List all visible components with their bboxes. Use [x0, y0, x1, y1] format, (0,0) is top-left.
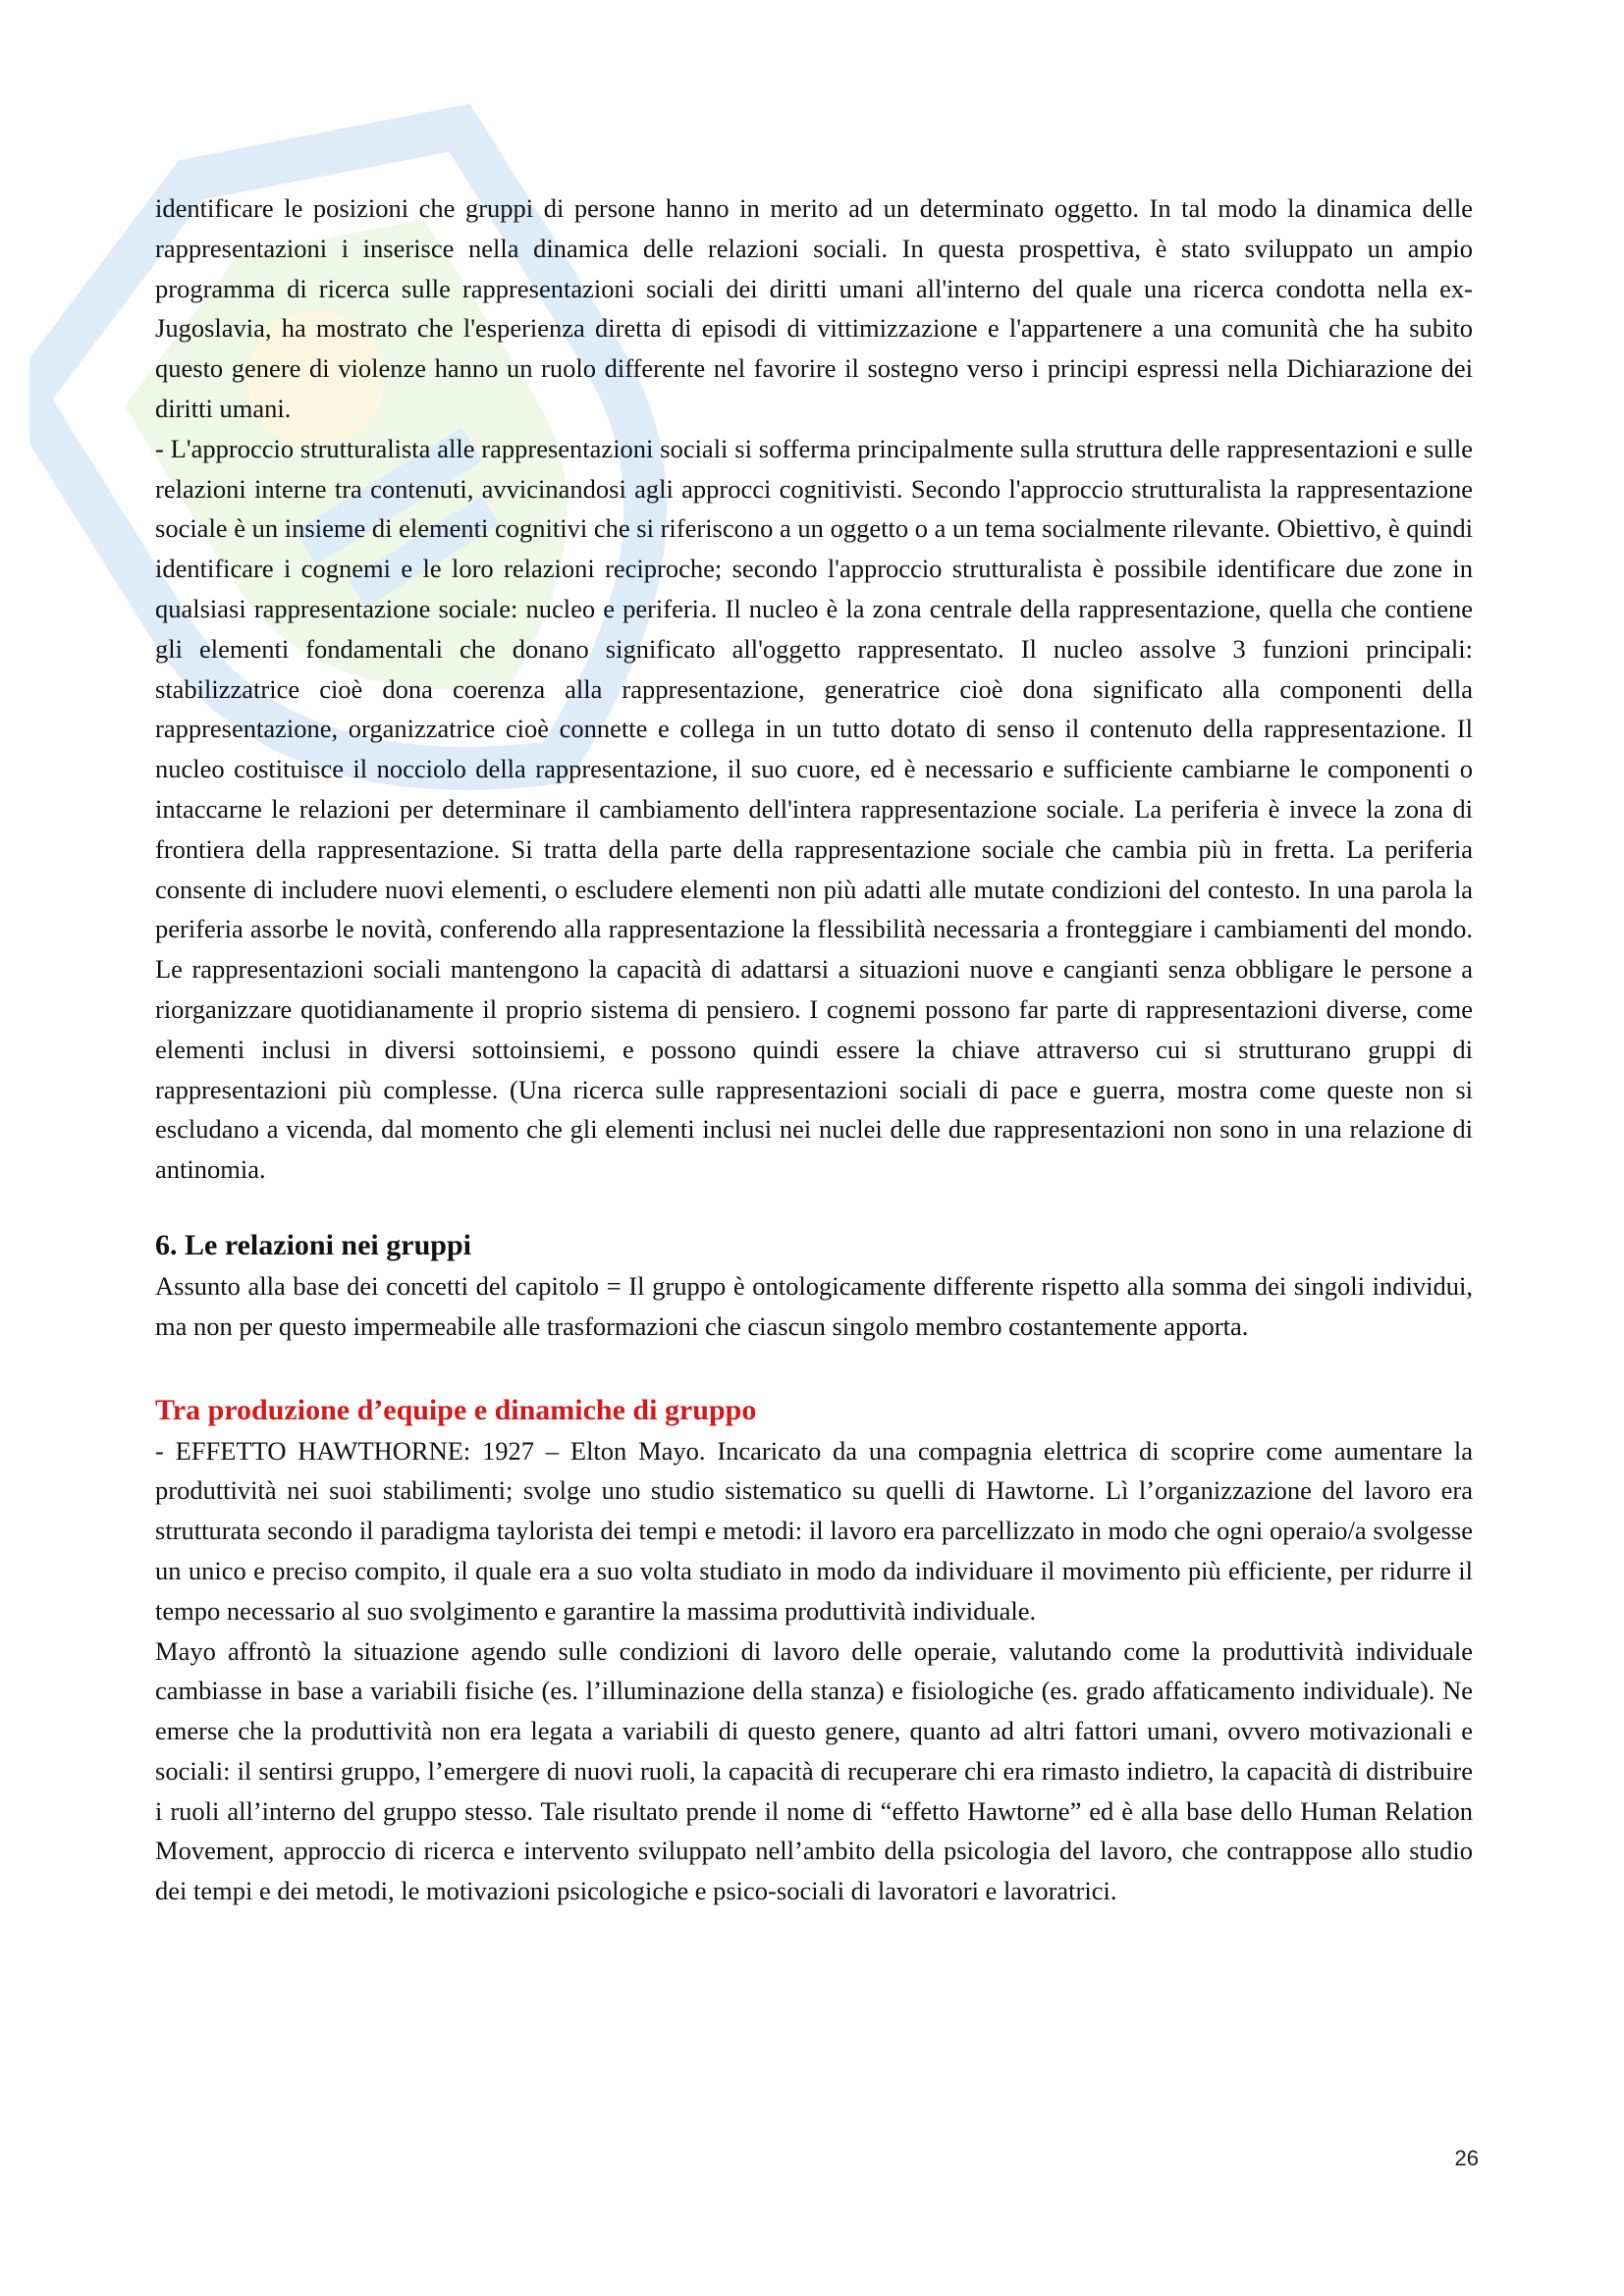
- page-number: 26: [1454, 2146, 1479, 2170]
- paragraph-effetto-hawthorne: - EFFETTO HAWTHORNE: 1927 – Elton Mayo. Incaricato da una compagnia elettrica di scoprire come aumentare la produttività nei suoi stabilimenti; svolge uno studio sistematico su quelli di Hawtorne. Lì l’organizzazione del lavoro era strutturata secondo il paradigma taylorista dei tempi e metodi: il lavoro era parcellizzato in modo che ogni operaio/a svolgesse un unico e preciso compito, il quale era a suo volta studiato in modo da individuare il movimento più efficiente, per ridurre il tempo necessario al suo svolgimento e garantire la massima produttività individuale.: [155, 1435, 1473, 1626]
- section-title: 6. Le relazioni nei gruppi: [155, 1228, 471, 1261]
- paragraph-rappresentazioni: identificare le posizioni che gruppi di persone hanno in merito ad un determinato oggetto. In tal modo la dinamica delle rappresentazioni i inserisce nella dinamica delle relazioni sociali. In questa prospettiva, è stato sviluppato un ampio programma di ricerca sulle rappresentazioni sociali dei diritti umani all'interno del quale una ricerca condotta nella ex-Jugoslavia, ha mostrato che l'esperienza diretta di episodi di vittimizzazione e l'appartenere a una comunità che ha subito questo genere di violenze hanno un ruolo differente nel favorire il sostegno verso i principi espressi nella Dichiarazione dei diritti umani.: [155, 193, 1473, 423]
- paragraph-assunto: Assunto alla base dei concetti del capitolo = Il gruppo è ontologicamente differente rispetto alla somma dei singoli individui, ma non per questo impermeabile alle trasformazioni che ciascun singolo membro costantemente apporta.: [155, 1270, 1473, 1341]
- paragraph-approccio-strutturalista: - L'approccio strutturalista alle rappresentazioni sociali si sofferma principalmente sulla struttura delle rappresentazioni e sulle relazioni interne tra contenuti, avvicinandosi agli approcci cognitivisti. Secondo l'approccio strutturalista la rappresentazione sociale è un insieme di elementi cognitivi che si riferiscono a un oggetto o a un tema socialmente rilevante. Obiettivo, è quindi identificare i cognemi e le loro relazioni reciproche; secondo l'approccio strutturalista è possibile identificare due zone in qualsiasi rappresentazione sociale: nucleo e periferia. Il nucleo è la zona centrale della rappresentazione, quella che contiene gli elementi fondamentali che donano significato all'oggetto rappresentato. Il nucleo assolve 3 funzioni principali: stabilizzatrice cioè dona coerenza alla rappresentazione, generatrice cioè dona significato alla componenti della rappresentazione, organizzatrice cioè connette e collega in un tutto dotato di senso il contenuto della rappresentazione. Il nucleo costituisce il nocciolo della rappresentazione, il suo cuore, ed è necessario e sufficiente cambiarne le componenti o intaccarne le relazioni per determinare il cambiamento dell'intera rappresentazione sociale. La periferia è invece la zona di frontiera della rappresentazione. Si tratta della parte della rappresentazione sociale che cambia più in fretta. La periferia consente di includere nuovi elementi, o escludere elementi non più adatti alle mutate condizioni del contesto. In una parola la periferia assorbe le novità, conferendo alla rappresentazione la flessibilità necessaria a fronteggiare i cambiamenti del mondo. Le rappresentazioni sociali mantengono la capacità di adattarsi a situazioni nuove e cangianti senza obbligare le persone a riorganizzare quotidianamente il proprio sistema di pensiero. I cognemi possono far parte di rappresentazioni diverse, come elementi inclusi in diversi sottoinsiemi, e possono quindi essere la chiave attraverso cui si strutturano gruppi di rappresentazioni più complesse. (Una ricerca sulle rappresentazioni sociali di pace e guerra, mostra come queste non si escludano a vicenda, dal momento che gli elementi inclusi nei nuclei delle due rappresentazioni non sono in una relazione di antinomia.: [155, 433, 1473, 1185]
- paragraph-mayo: Mayo affrontò la situazione agendo sulle condizioni di lavoro delle operaie, valutando come la produttività individuale cambiasse in base a variabili fisiche (es. l’illuminazione della stanza) e fisiologiche (es. grado affaticamento individuale). Ne emerse che la produttività non era legata a variabili di questo genere, quanto ad altri fattori umani, ovvero motivazionali e sociali: il sentirsi gruppo, l’emergere di nuovi ruoli, la capacità di recuperare chi era rimasto indietro, la capacità di distribuire i ruoli all’interno del gruppo stesso. Tale risultato prende il nome di “effetto Hawtorne” ed è alla base dello Human Relation Movement, approccio di ricerca e intervento sviluppato nell’ambito della psicologia del lavoro, che contrappose allo studio dei tempi e dei metodi, le motivazioni psicologiche e psico-sociali di lavoratori e lavoratrici.: [155, 1635, 1473, 1906]
- page-content: [155, 188, 1473, 1911]
- subsection-title: Tra produzione d’equipe e dinamiche di gruppo: [155, 1393, 757, 1426]
